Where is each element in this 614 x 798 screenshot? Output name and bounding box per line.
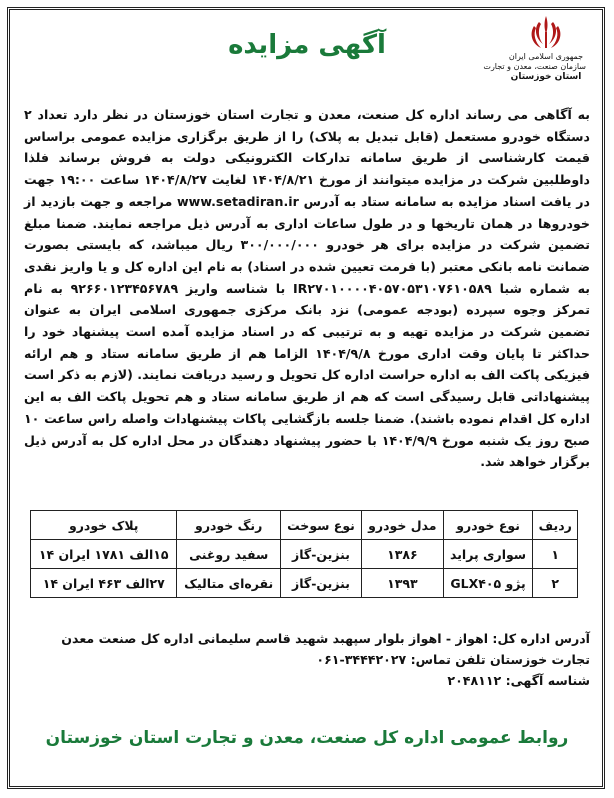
table-row (31, 569, 578, 598)
table-cell: بنزین-گاز (280, 569, 361, 598)
column-header: نوع خودرو (443, 511, 533, 540)
notice-paragraph: به آگاهی می رساند اداره کل صنعت، معدن و تجارت استان خوزستان در نظر دارد تعداد ۲ دستگاه خودرو مستعمل (قابل تبدیل به پلاک) را از طریق برگزاری مزایده عمومی براساس قیمت کارشناسی از طریق سامانه تدارکات الکترونیکی دولت به فروش برساند فلذا داوطلبین شرکت در مزایده میتوانند از مورخ ۱۴۰۴/۸/۲۱ لغایت ۱۴۰۴/۸/۲۷ ساعت ۱۹:۰۰ جهت در یافت اسناد مزایده به سامانه ستاد به آدرس www.setadiran.ir مراجعه و جهت بازدید از خودروها در همان تاریخها و در طول ساعات اداری به آدرس ذیل مراجعه نمایند. ضمنا مبلغ تضمین شرکت در مزایده برای هر خودرو ۳۰۰/۰۰۰/۰۰۰ ریال میباشد، که بایستی بصورت ضمانت نامه بانکی معتبر (با فرمت تعیین شده در اسناد) به نام این اداره کل و یا واریز نقدی به شماره شبا IR۲۷۰۱۰۰۰۰۴۰۵۷۰۵۳۱۰۷۶۱۰۵۸۹ با شناسه واریز ۹۲۶۶۰۱۲۳۴۵۶۷۸۹ به نام تمرکز وجوه سپرده (بودجه عمومی) نزد بانک مرکزی جمهوری اسلامی ایران به عنوان تضمین شرکت در مزایده تهیه و به ترتیبی که در اسناد مزایده آمده است پیشنهاد خود را حداکثر تا پایان وقت اداری مورخ ۱۴۰۴/۹/۸ الزاما هم از طریق سامانه ستاد و هم ارائه فیزیکی پاکت الف به اداره حراست اداره کل تحویل و رسید دریافت نمایند. (لازم به ذکر است پیشنهاداتی قابل رسیدگی است که هم از طریق سامانه ستاد و هم تحویل پاکت الف به این اداره کل اقدام نموده باشند). ضمنا جلسه بازگشایی پاکات پیشنهادات واصله راس ساعت ۱۰ صبح روز یک شنبه مورخ ۱۴۰۴/۹/۹ با حضور پیشنهاد دهندگان در محل اداره کل به آدرس ذیل برگزار خواهد شد. (24, 107, 591, 470)
table-cell: ۲۷الف ۴۶۳ ایران ۱۴ (31, 569, 177, 598)
table-cell: ۱ (533, 540, 578, 569)
table-row (31, 540, 578, 569)
contact-section (24, 628, 590, 691)
table-cell: سفید روغنی (177, 540, 281, 569)
column-header: نوع سوخت (280, 511, 361, 540)
table-cell: نقره‌ای متالیک (177, 569, 281, 598)
vehicle-table (30, 510, 578, 598)
notice-body (24, 104, 590, 473)
table-cell: پژو GLX۴۰۵ (443, 569, 533, 598)
table-cell: ۱۵الف ۱۷۸۱ ایران ۱۴ (31, 540, 177, 569)
column-header: ردیف (533, 511, 578, 540)
emblem-line: سازمان صنعت، معدن و تجارت (483, 62, 586, 71)
table-cell: ۲ (533, 569, 578, 598)
table-cell: ۱۳۸۶ (362, 540, 444, 569)
column-header: مدل خودرو (362, 511, 444, 540)
issuer-signature: روابط عمومی اداره کل صنعت، معدن و تجارت استان خوزستان (45, 728, 569, 748)
column-header: پلاک خودرو (31, 511, 177, 540)
notice-id: شناسه آگهی: ۲۰۴۸۱۱۲ (447, 673, 590, 688)
table-cell: بنزین-گاز (280, 540, 361, 569)
office-address: آدرس اداره کل: اهواز - اهواز بلوار سپهبد شهید قاسم سلیمانی اداره کل صنعت معدن تجارت خوزستان تلفن تماس: ۳۴۴۴۲۰۲۷-۰۶۱ (61, 631, 590, 667)
emblem-line: استان خوزستان (510, 72, 582, 82)
table-cell: ۱۳۹۳ (362, 569, 444, 598)
table-header-row (31, 511, 578, 540)
page-title: آگهی مزایده (228, 30, 386, 60)
column-header: رنگ خودرو (177, 511, 281, 540)
emblem-line: جمهوری اسلامی ایران (508, 52, 584, 61)
table-cell: سواری پراید (443, 540, 533, 569)
